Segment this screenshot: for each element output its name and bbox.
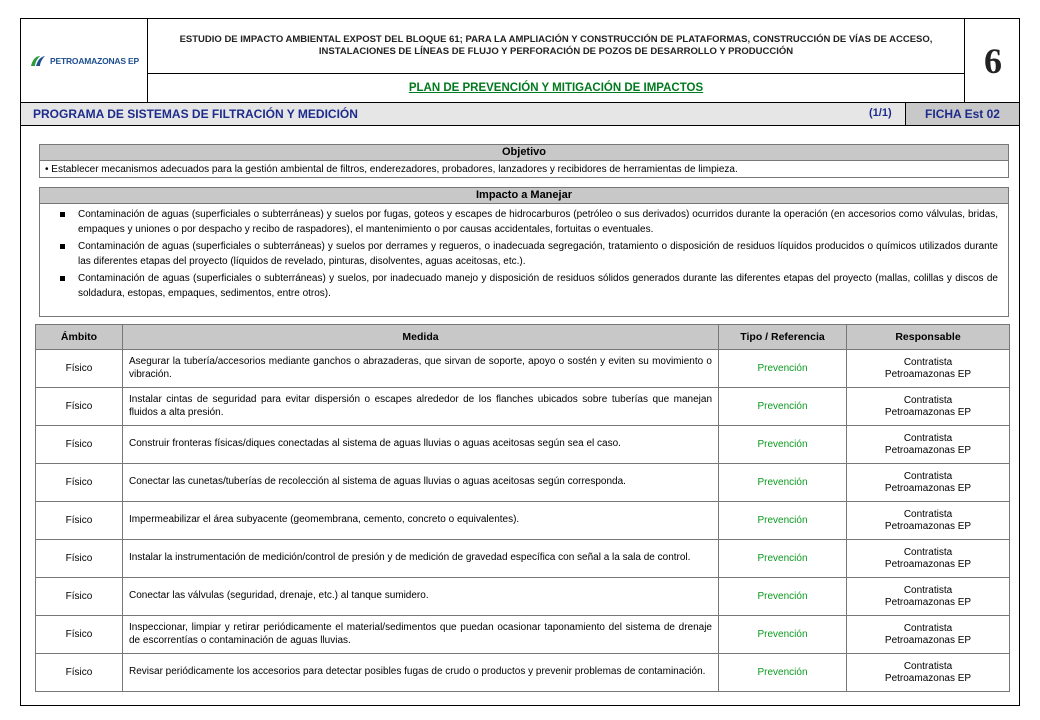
ambito-cell: Físico <box>36 540 123 578</box>
responsable-cell <box>847 540 1010 578</box>
impacto-body <box>39 203 1009 317</box>
ambito-cell: Físico <box>36 654 123 692</box>
table-row <box>36 464 1010 502</box>
responsable-cell <box>847 464 1010 502</box>
medida-cell: Construir fronteras físicas/diques conectadas al sistema de aguas lluvias o aguas aceitosas según sea el caso. <box>123 426 719 464</box>
responsable-line: Contratista <box>903 470 953 482</box>
objetivo-text: • Establecer mecanismos adecuados para la gestión ambiental de filtros, enderezadores, probadores, lanzadores y recibidores de herramientas de limpieza. <box>45 164 738 175</box>
study-title: ESTUDIO DE IMPACTO AMBIENTAL EXPOST DEL BLOQUE 61; PARA LA AMPLIACIÓN Y CONSTRUCCIÓN DE PLATAFORMAS, CONSTRUCCIÓN DE VÍAS DE ACCESO, INSTALACIONES DE LÍNEAS DE FLUJO Y PERFORACIÓN DE POZOS DE DESARROLLO Y PRODUCCIÓN <box>148 19 964 74</box>
responsable-cell <box>847 502 1010 540</box>
tipo-cell: Prevención <box>719 654 847 692</box>
document-frame <box>20 18 1020 706</box>
petroamazonas-logo-icon <box>29 54 47 68</box>
responsable-cell <box>847 654 1010 692</box>
responsable-line: Petroamazonas EP <box>884 634 972 646</box>
impacto-item-text: Contaminación de aguas (superficiales o subterráneas) y suelos, por inadecuado manejo y disposición de residuos sólidos generados durante las diferentes etapas del proyecto (mallas, colillas y discos de soldadura, estopas, empaques, sedimentos, entre otros). <box>78 273 998 299</box>
program-title: PROGRAMA DE SISTEMAS DE FILTRACIÓN Y MEDICIÓN <box>33 107 358 121</box>
company-logo <box>29 54 139 68</box>
plan-title: PLAN DE PREVENCIÓN Y MITIGACIÓN DE IMPACTOS <box>408 82 704 94</box>
responsable-line: Contratista <box>903 584 953 596</box>
responsable-cell <box>847 426 1010 464</box>
responsable-line: Petroamazonas EP <box>884 482 972 494</box>
bullet-icon <box>60 244 65 249</box>
table-row <box>36 426 1010 464</box>
table-header-row <box>36 325 1010 350</box>
impacto-heading: Impacto a Manejar <box>39 187 1009 204</box>
tipo-cell: Prevención <box>719 388 847 426</box>
medida-cell: Instalar cintas de seguridad para evitar dispersión o escapes alrededor de los flanches ubicados sobre tuberías que manejan fluidos a alta presión. <box>123 388 719 426</box>
logo-cell <box>21 19 148 102</box>
responsable-cell <box>847 616 1010 654</box>
header-responsable: Responsable <box>847 325 1010 350</box>
impacto-item <box>60 272 998 301</box>
impacto-item-text: Contaminación de aguas (superficiales o subterráneas) y suelos por derrames y regueros, o inadecuada segregación, tratamiento o disposición de residuos líquidos producidos o químicos utilizados durante las diferentes etapas del proyecto (líquidos de revelado, pinturas, disolventes, aguas aceitosas, etc.). <box>78 241 998 267</box>
responsable-line: Petroamazonas EP <box>884 368 972 380</box>
responsable-line: Petroamazonas EP <box>884 596 972 608</box>
responsable-line: Contratista <box>903 546 953 558</box>
table-row <box>36 654 1010 692</box>
measures-table <box>35 324 1010 692</box>
ambito-cell: Físico <box>36 350 123 388</box>
ficha-code: FICHA Est 02 <box>905 103 1019 125</box>
bullet-icon <box>60 212 65 217</box>
medida-cell: Conectar las válvulas (seguridad, drenaje, etc.) al tanque sumidero. <box>123 578 719 616</box>
medida-cell: Revisar periódicamente los accesorios para detectar posibles fugas de crudo o productos y prevenir problemas de contaminación. <box>123 654 719 692</box>
impacto-item-text: Contaminación de aguas (superficiales o subterráneas) y suelos por fugas, goteos y escapes de hidrocarburos (petróleo o sus derivados) ocurridos durante la operación (en accesorios como válvulas, bridas, empaques y uniones o por despacho y recibo de raspadores), el mantenimiento o por causas accidentales, fortuitas o eventuales. <box>78 209 998 235</box>
logo-text: PETROAMAZONAS EP <box>50 55 139 66</box>
responsable-line: Contratista <box>903 432 953 444</box>
bullet-icon <box>60 276 65 281</box>
header-tipo: Tipo / Referencia <box>719 325 847 350</box>
responsable-cell <box>847 388 1010 426</box>
medida-cell: Impermeabilizar el área subyacente (geomembrana, cemento, concreto o equivalentes). <box>123 502 719 540</box>
tipo-cell: Prevención <box>719 540 847 578</box>
impacto-item <box>60 240 998 269</box>
table-row <box>36 502 1010 540</box>
page-indicator: (1/1) <box>869 107 892 119</box>
table-row <box>36 540 1010 578</box>
objetivo-body <box>39 160 1009 178</box>
ambito-cell: Físico <box>36 426 123 464</box>
ambito-cell: Físico <box>36 502 123 540</box>
table-row <box>36 350 1010 388</box>
responsable-line: Petroamazonas EP <box>884 672 972 684</box>
header-medida: Medida <box>123 325 719 350</box>
tipo-cell: Prevención <box>719 426 847 464</box>
ambito-cell: Físico <box>36 388 123 426</box>
header-ambito: Ámbito <box>36 325 123 350</box>
tipo-cell: Prevención <box>719 464 847 502</box>
program-bar <box>21 102 1019 126</box>
impacto-item <box>60 208 998 237</box>
responsable-line: Petroamazonas EP <box>884 406 972 418</box>
ambito-cell: Físico <box>36 578 123 616</box>
medida-cell: Asegurar la tubería/accesorios mediante ganchos o abrazaderas, que sirvan de soporte, apoyo o sostén y eviten su movimiento o vibración. <box>123 350 719 388</box>
ambito-cell: Físico <box>36 616 123 654</box>
responsable-line: Contratista <box>903 394 953 406</box>
chapter-number-cell <box>964 19 1020 102</box>
responsable-cell <box>847 350 1010 388</box>
medida-cell: Inspeccionar, limpiar y retirar periódicamente el material/sedimentos que puedan ocasionar taponamiento del sistema de drenaje de escorrentías o contaminación de aguas lluvias. <box>123 616 719 654</box>
table-row <box>36 578 1010 616</box>
responsable-line: Contratista <box>903 660 953 672</box>
responsable-line: Contratista <box>903 622 953 634</box>
responsable-line: Petroamazonas EP <box>884 520 972 532</box>
responsable-line: Petroamazonas EP <box>884 558 972 570</box>
chapter-number-icon <box>973 44 1013 78</box>
chapter-number: 6 <box>983 43 1002 78</box>
responsable-line: Petroamazonas EP <box>884 444 972 456</box>
medida-cell: Instalar la instrumentación de medición/control de presión y de medición de gravedad específica con señal a la sala de control. <box>123 540 719 578</box>
responsable-cell <box>847 578 1010 616</box>
impacto-list <box>40 204 1008 306</box>
medida-cell: Conectar las cunetas/tuberías de recolección al sistema de aguas lluvias o aguas aceitosas según corresponda. <box>123 464 719 502</box>
tipo-cell: Prevención <box>719 350 847 388</box>
responsable-line: Contratista <box>903 508 953 520</box>
table-row <box>36 616 1010 654</box>
tipo-cell: Prevención <box>719 502 847 540</box>
tipo-cell: Prevención <box>719 578 847 616</box>
responsable-line: Contratista <box>903 356 953 368</box>
ambito-cell: Físico <box>36 464 123 502</box>
objetivo-heading: Objetivo <box>39 144 1009 161</box>
table-row <box>36 388 1010 426</box>
tipo-cell: Prevención <box>719 616 847 654</box>
